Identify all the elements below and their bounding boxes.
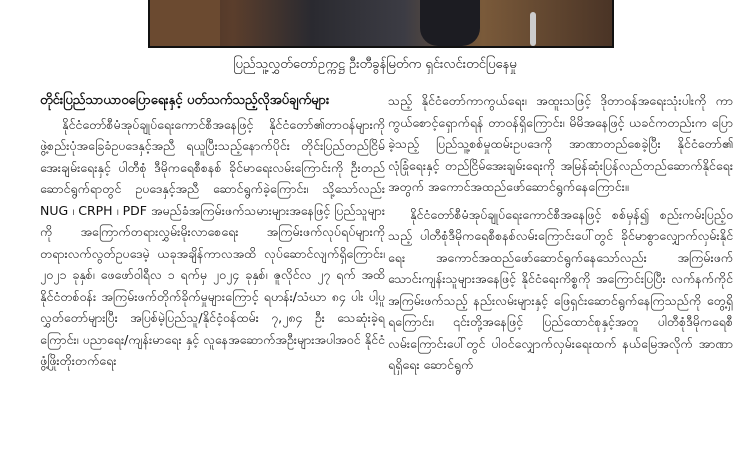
left-paragraph: နိုင်ငံတော်စီမံအုပ်ချုပ်ရေးကောင်စီအနေဖြင့် နိုင်ငံတော်၏တာဝန်များကို ဖွဲ့စည်းပုံအခြေခံဥပဒေနှင့်အညီ ရယူပြီးသည့်နောက်ပိုင်း တိုင်းပြည်တည်ငြိမ်အေးချမ်းရေးနှင့် ပါတီစုံ ဒီမိုကရေစီစနစ် ခိုင်မာရေးလမ်းကြောင်းကို ဦးတည်ဆောင်ရွက်ရာတွင် ဥပဒေနှင့်အညီ ဆောင်ရွက်ခဲ့ကြောင်း၊ သို့သော်လည်း NUG ၊ CRPH ၊ PDF အမည်ခံအကြမ်းဖက်သမားများအနေဖြင့် ပြည်သူများကို အကြောက်တရားလွှမ်းမိုးလာစေရေး အကြမ်းဖက်လုပ်ရပ်များကို တရားလက်လွတ်ဥပဒေမဲ့ ယခုအချိန်ကာလအထိ လုပ်ဆောင်လျက်ရှိကြောင်း၊ ၂၀၂၁ ခုနှစ်၊ ဖေဖော်ဝါရီလ ၁ ရက်မှ ၂၀၂၄ ခုနှစ်၊ ဇူလိုင်လ ၂၇ ရက် အထိ နိုင်ငံတစ်ဝန်း အကြမ်းဖက်တိုက်ခိုက်မှုများကြောင့် ရဟန်း/သံဃာ ၈၄ ပါး ပါ့ပူလွှတ်တော်များပြီး အပြစ်မဲ့ပြည်သူ/နိုင်ငံ့ဝန်ထမ်း ၇,၂၈၄ ဦး သေဆုံးခဲ့ရကြောင်း၊ ပညာရေး/ကျန်းမာရေး နှင့် လူနေအဆောက်အဦးများအပါအဝင် နိုင်ငံဖွံ့ဖြိုးတိုးတက်ရေး	[40, 116, 385, 368]
right-paragraph: သည့် နိုင်ငံတော်ကာကွယ်ရေး၊ အထူးသဖြင့် ဒိုတာဝန်အရေးသုံးပါးကို ကာကွယ်စောင့်ရှောက်ရန် တာဝန်ရှိကြောင်း၊ မိမိအနေဖြင့် ယခင်ကတည်းက ပြောခဲ့သည့် ပြည်သူ့စစ်မှုထမ်းဥပဒေကို အာဏာတည်စေခဲ့ပြီး နိုင်ငံတော်၏ လုံခြုံရေးနှင့် တည်ငြိမ်အေးချမ်းရေးကို အမြန်ဆုံးပြန်လည်တည်ဆောက်နိုင်ရေးအတွက် အကောင်အထည်ဖော်ဆောင်ရွက်နေကြောင်း။	[388, 93, 733, 194]
article-heading: တိုင်းပြည်သာယာဝပြောရေးနှင့် ပတ်သက်သည့်လိုအပ်ချက်များ	[40, 93, 330, 108]
photo-caption: ပြည်သူ့လွှတ်တော်ဥက္ကဋ္ဌ ဦးတီခွန်မြတ်က ရှင်းလင်းတင်ပြနေမှု	[233, 57, 517, 72]
left-column	[40, 90, 385, 378]
photo-background-panel	[150, 0, 220, 46]
photo-speaker-figure	[420, 0, 480, 46]
news-photo	[148, 0, 614, 48]
microphone-icon	[530, 12, 536, 46]
right-column	[388, 90, 733, 382]
right-paragraph: နိုင်ငံတော်စီမံအုပ်ချုပ်ရေးကောင်စီအနေဖြင့် စစ်မှန်၍ စည်းကမ်းပြည့်ဝသည့် ပါတီစုံဒီမိုကရေစီစနစ်လမ်းကြောင်းပေါ်တွင် ခိုင်မာစွာလျှောက်လှမ်းနိုင်ရေး အကောင်အထည်ဖော်ဆောင်ရွက်နေသော်လည်း အကြမ်းဖက်သောင်းကျန်းသူများအနေဖြင့် နိုင်ငံရေးကိစ္စကို အကြောင်းပြပြီး လက်နက်ကိုင် အကြမ်းဖက်သည့် နည်းလမ်းများနှင့် ဖြေရှင်းဆောင်ရွက်နေကြသည်ကို တွေ့ရှိရကြောင်း၊ ၎င်းတို့အနေဖြင့် ပြည်ထောင်စုနှင့်အတူ ပါတီစုံဒီမိုကရေစီလမ်းကြောင်းပေါ်တွင် ပါဝင်လျှောက်လှမ်းရေးထက် နယ်မြေအလိုက် အာဏာရရှိရေး ဆောင်ရွက်	[388, 206, 733, 372]
